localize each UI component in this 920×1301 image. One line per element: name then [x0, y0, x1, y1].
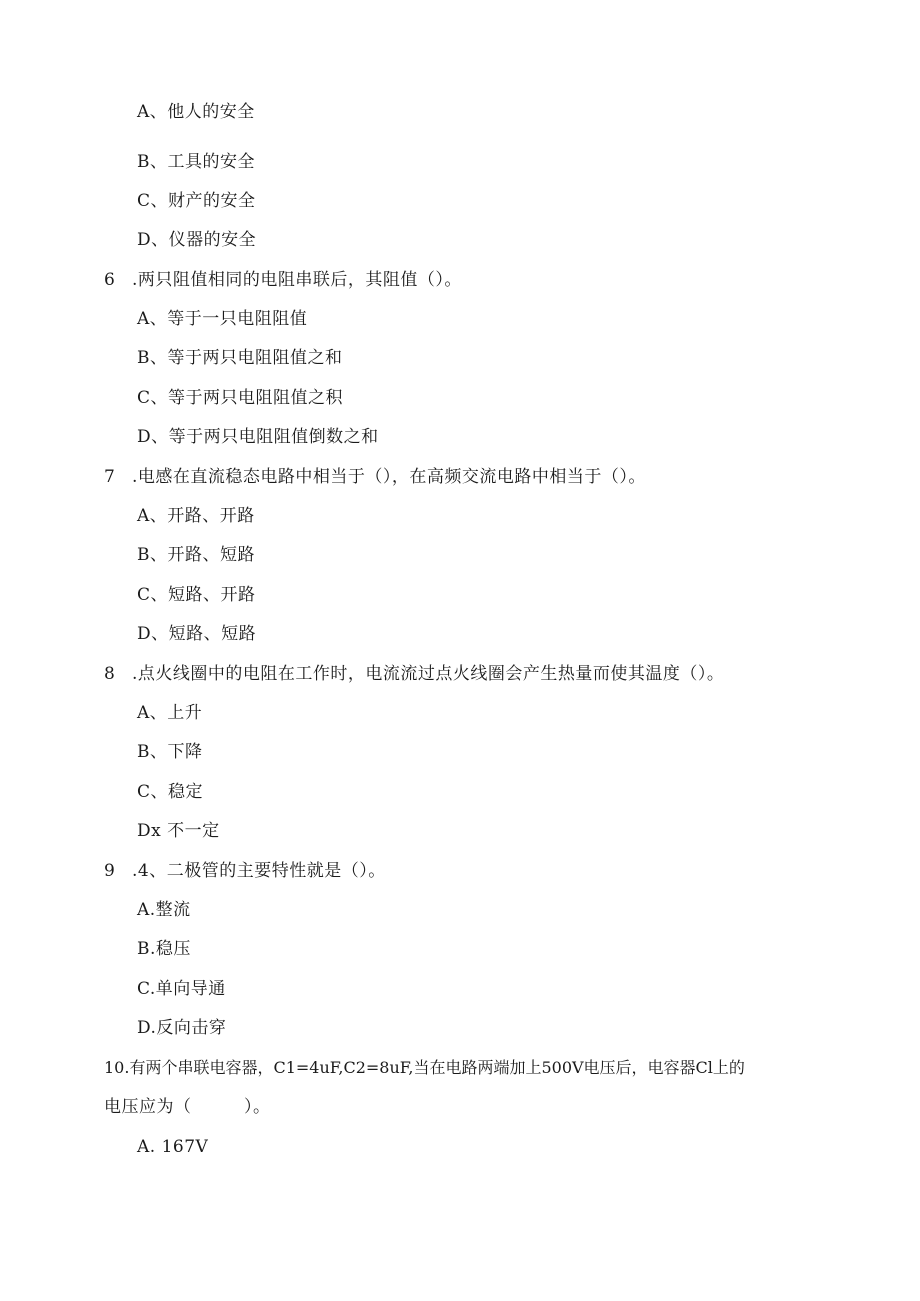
question-9-number: 9 — [104, 861, 116, 881]
q6-option-b: B、等于两只电阻阻值之和 — [137, 348, 343, 368]
question-9 — [104, 860, 386, 882]
question-8-number: 8 — [104, 664, 116, 684]
question-8-text: .点火线圈中的电阻在工作时，电流流过点火线圈会产生热量而使其温度（）。 — [132, 664, 725, 684]
question-6 — [104, 269, 462, 291]
question-6-number: 6 — [104, 270, 116, 290]
q5-option-c: C、财产的安全 — [137, 191, 256, 211]
q9-option-b: B.稳压 — [137, 939, 191, 959]
q8-option-d: Dx 不一定 — [137, 821, 220, 841]
question-7-number: 7 — [104, 467, 116, 487]
q5-option-d: D、仪器的安全 — [137, 230, 257, 250]
question-9-text: .4、二极管的主要特性就是（）。 — [132, 861, 386, 881]
q10-option-a: A. 167V — [137, 1137, 209, 1157]
q9-option-c: C.单向导通 — [137, 979, 226, 999]
q7-option-d: D、短路、短路 — [137, 624, 257, 644]
q7-option-c: C、短路、开路 — [137, 585, 256, 605]
q8-option-c: C、稳定 — [137, 782, 204, 802]
question-10-line2: 电压应为（ ）。 — [104, 1097, 271, 1117]
q7-option-a: A、开路、开路 — [137, 506, 255, 526]
question-7 — [104, 466, 646, 488]
q6-option-d: D、等于两只电阻阻值倒数之和 — [137, 427, 379, 447]
q9-option-d: D.反向击穿 — [137, 1018, 227, 1038]
question-7-text: .电感在直流稳态电路中相当于（），在高频交流电路中相当于（）。 — [132, 467, 646, 487]
q6-option-c: C、等于两只电阻阻值之积 — [137, 388, 344, 408]
q5-option-a: A、他人的安全 — [137, 102, 255, 122]
q8-option-a: A、上升 — [137, 703, 203, 723]
question-8 — [104, 663, 724, 685]
q6-option-a: A、等于一只电阻阻值 — [137, 309, 308, 329]
q7-option-b: B、开路、短路 — [137, 545, 255, 565]
q5-option-b: B、工具的安全 — [137, 152, 255, 172]
question-10-line1: 10.有两个串联电容器，C1=4uF,C2=8uF,当在电路两端加上500V电压后，电容器Cl上的 — [104, 1058, 745, 1077]
q8-option-b: B、下降 — [137, 742, 203, 762]
q9-option-a: A.整流 — [137, 900, 191, 920]
question-6-text: .两只阻值相同的电阻串联后，其阻值（）。 — [132, 270, 462, 290]
